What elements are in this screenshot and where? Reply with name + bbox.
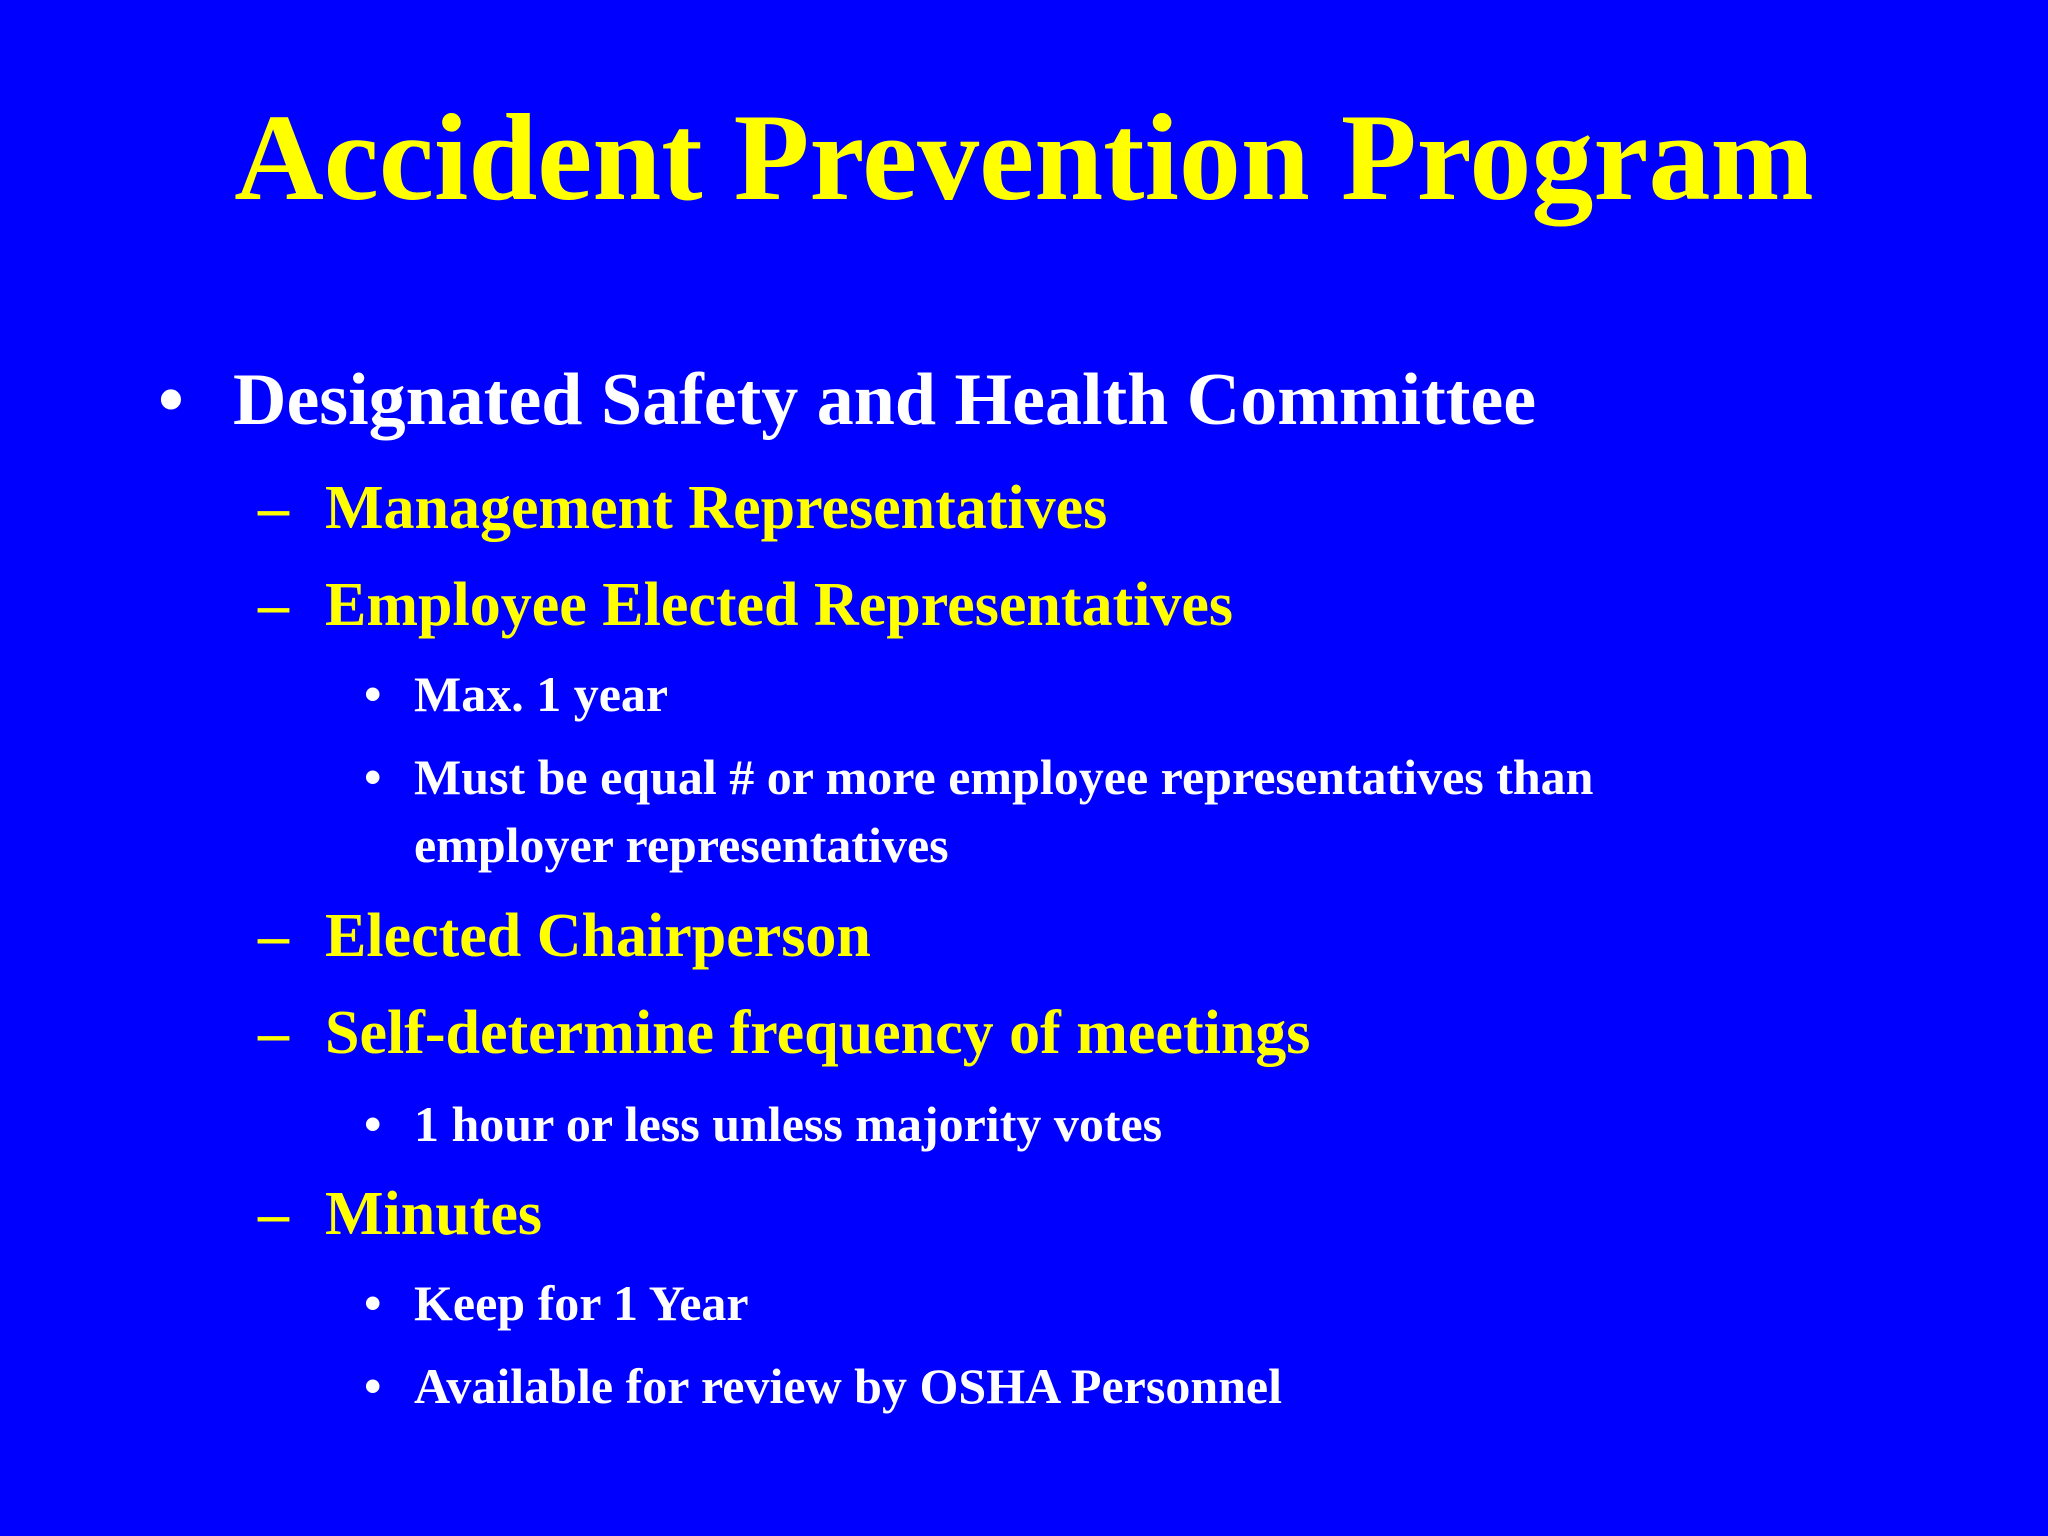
keep-minutes-text: Keep for 1 Year xyxy=(414,1275,749,1331)
meeting-length-text: 1 hour or less unless majority votes xyxy=(414,1096,1163,1152)
bullet-marker: • xyxy=(364,666,382,722)
management-reps-text: Management Representatives xyxy=(325,474,1108,542)
slide-title: Accident Prevention Program xyxy=(234,89,1814,226)
max-term-text: Max. 1 year xyxy=(414,666,669,722)
dash-marker: – xyxy=(258,902,289,970)
meeting-frequency-text: Self-determine frequency of meetings xyxy=(325,999,1311,1067)
dash-marker: – xyxy=(258,999,289,1067)
dash-marker: – xyxy=(258,474,289,542)
osha-review-text: Available for review by OSHA Personnel xyxy=(414,1358,1283,1414)
bullet-marker: • xyxy=(364,749,382,805)
bullet-marker: • xyxy=(364,1096,382,1152)
dash-marker: – xyxy=(258,571,289,639)
employee-reps-text: Employee Elected Representatives xyxy=(325,571,1233,639)
minutes-text: Minutes xyxy=(325,1180,542,1248)
chairperson-text: Elected Chairperson xyxy=(325,902,871,970)
dash-marker: – xyxy=(258,1180,289,1248)
committee-text: Designated Safety and Health Committee xyxy=(233,359,1537,441)
bullet-marker: • xyxy=(158,359,184,441)
bullet-marker: • xyxy=(364,1275,382,1331)
equal-reps-text-line2: employer representatives xyxy=(414,817,949,873)
equal-reps-text-line1: Must be equal # or more employee representatives than xyxy=(414,749,1594,805)
bullet-marker: • xyxy=(364,1358,382,1414)
